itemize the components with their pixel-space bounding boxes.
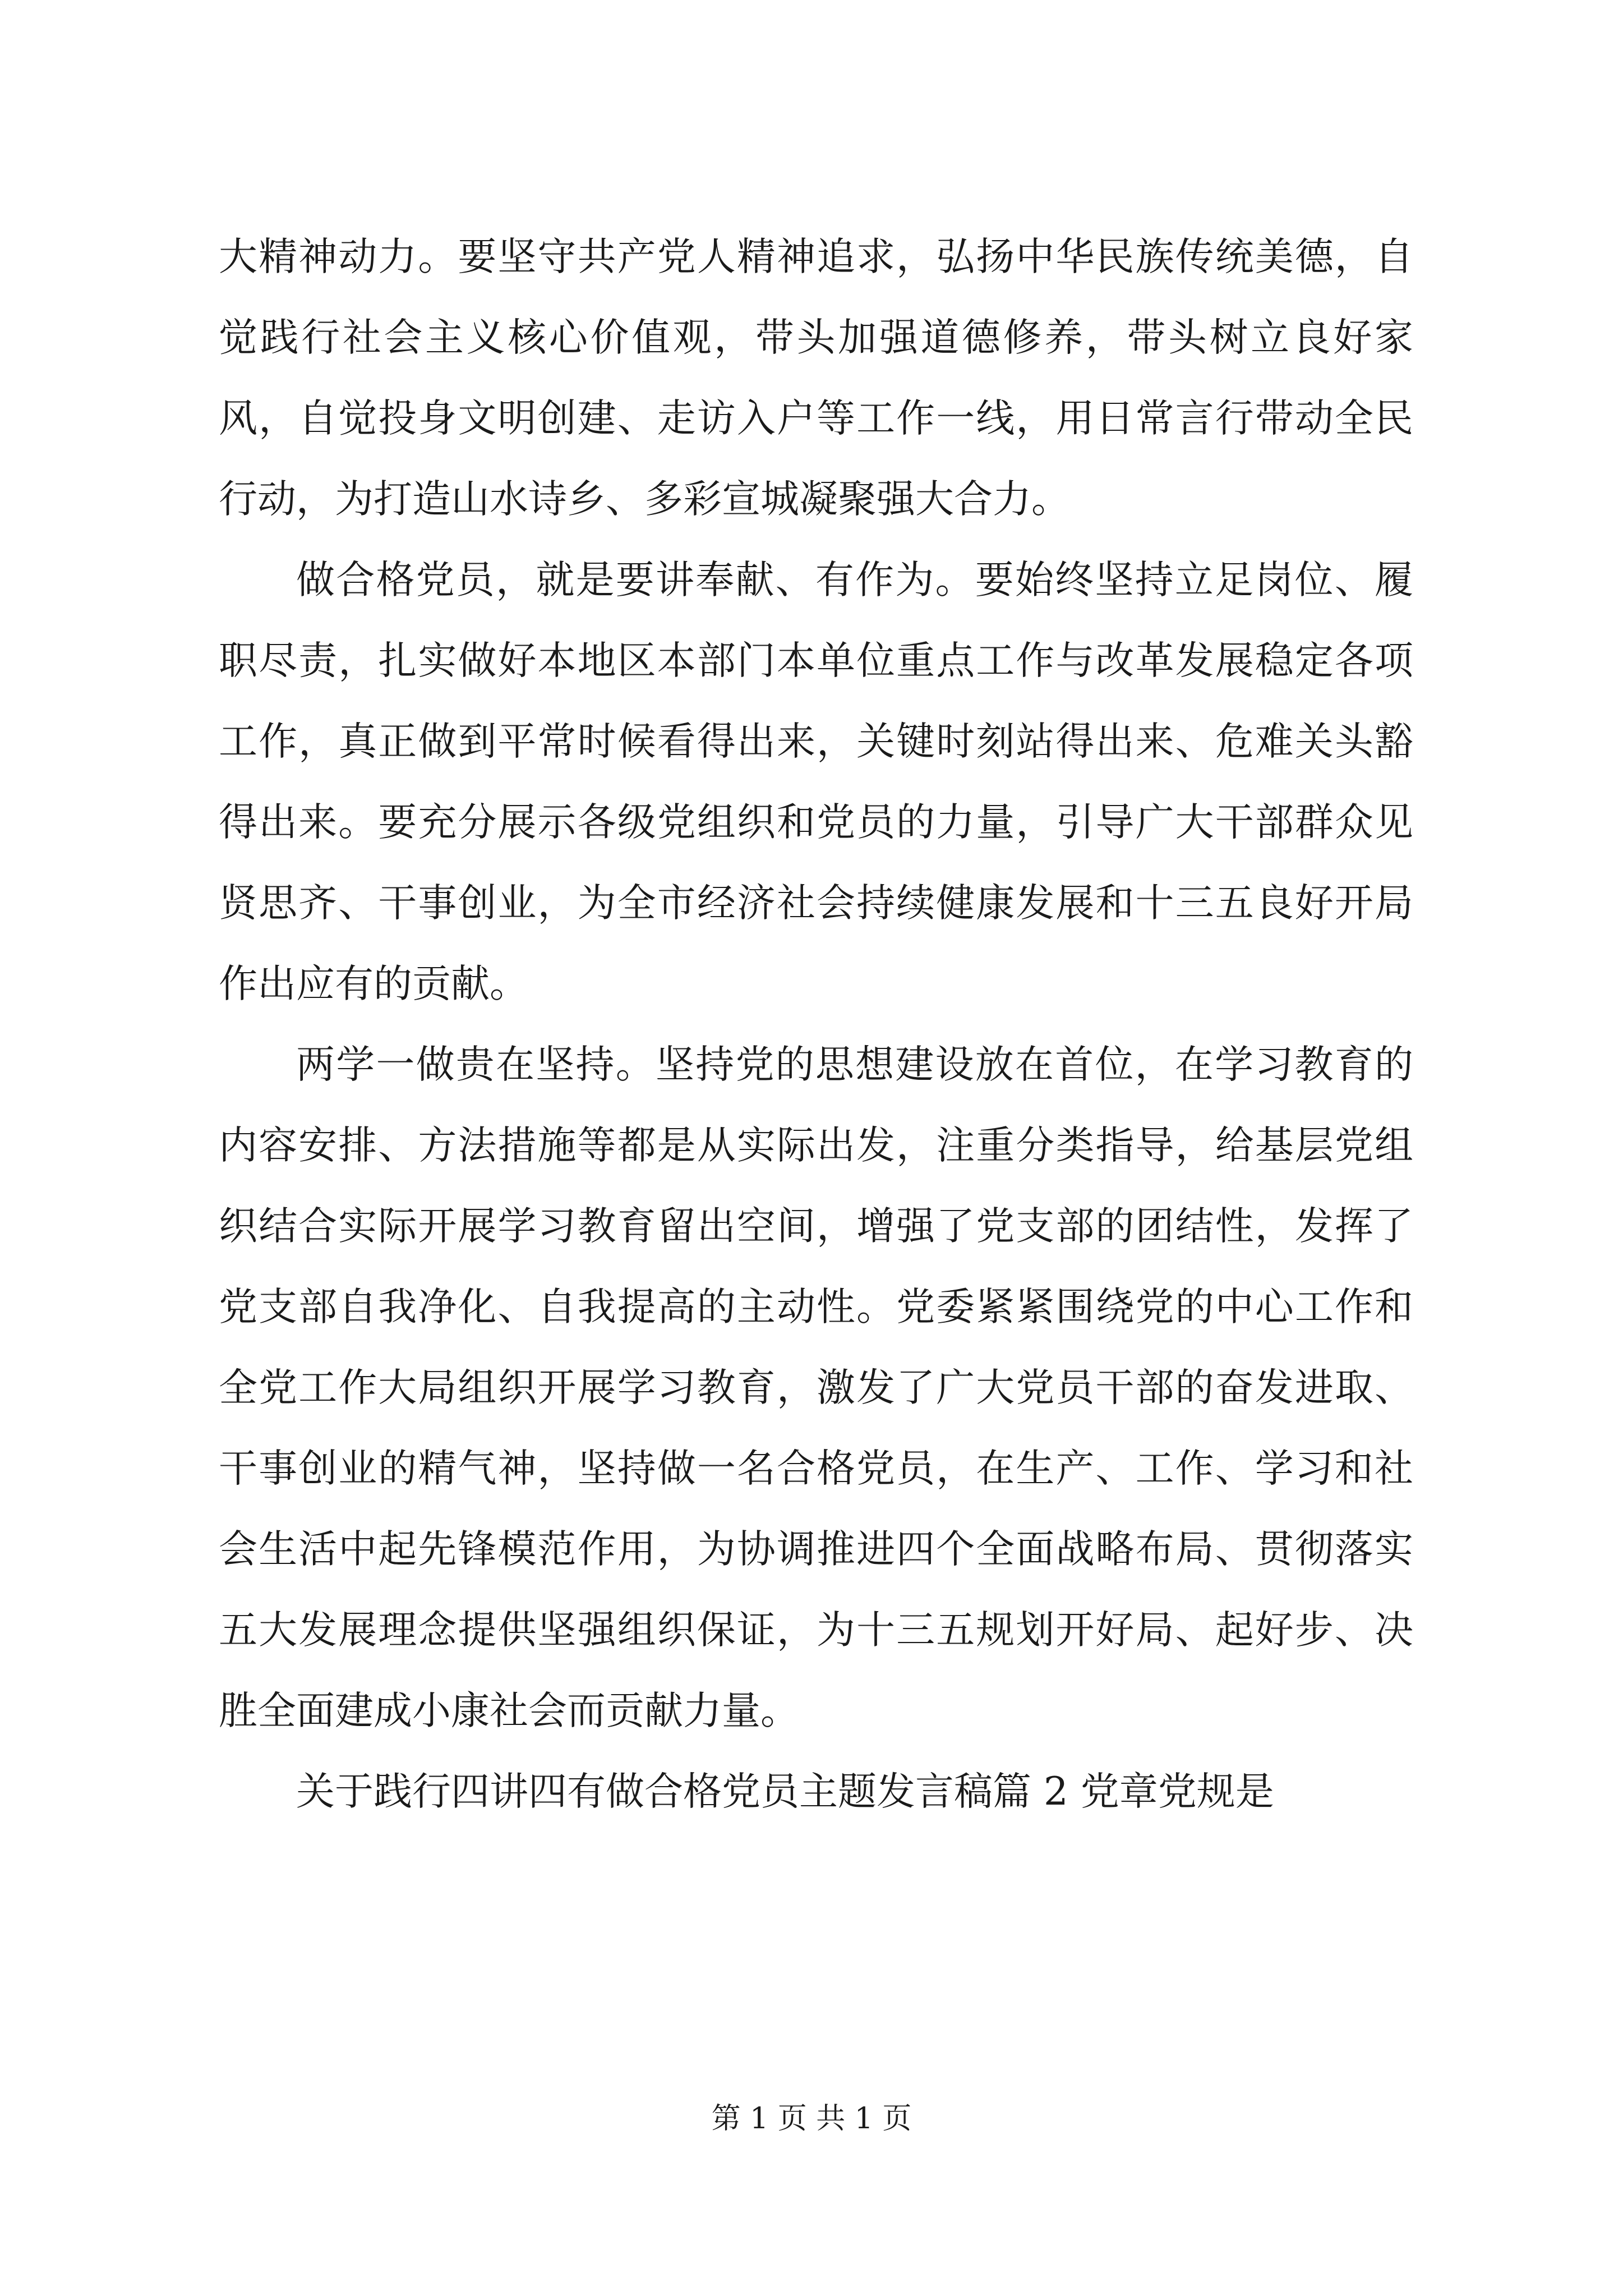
page-footer: 第 1 页 共 1 页 — [711, 2102, 912, 2136]
paragraph-4: 关于践行四讲四有做合格党员主题发言稿篇 2 党章党规是 — [296, 1769, 1274, 1814]
paragraph-1: 大精神动力。要坚守共产党人精神追求，弘扬中华民族传统美德，自觉践行社会主义核心价值观，带头加强道德修养，带头树立良好家风，自觉投身文明创建、走访入户等工作一线，用日常言行带动全民行动，为打造山水诗乡、多彩宣城凝聚强大合力。 — [219, 234, 1413, 522]
paragraph-3: 两学一做贵在坚持。坚持党的思想建设放在首位，在学习教育的内容安排、方法措施等都是从实际出发，注重分类指导，给基层党组织结合实际开展学习教育留出空间，增强了党支部的团结性，发挥了党支部自我净化、自我提高的主动性。党委紧紧围绕党的中心工作和全党工作大局组织开展学习教育，激发了广大党员干部的奋发进取、干事创业的精气神，坚持做一名合格党员，在生产、工作、学习和社会生活中起先锋模范作用，为协调推进四个全面战略布局、贯彻落实五大发展理念提供坚强组织保证，为十三五规划开好局、起好步、决胜全面建成小康社会而贡献力量。 — [219, 1042, 1413, 1733]
document-body — [219, 217, 1413, 1832]
paragraph-2: 做合格党员，就是要讲奉献、有作为。要始终坚持立足岗位、履职尽责，扎实做好本地区本部门本单位重点工作与改革发展稳定各项工作，真正做到平常时候看得出来，关键时刻站得出来、危难关头豁得出来。要充分展示各级党组织和党员的力量，引导广大干部群众见贤思齐、干事创业，为全市经济社会持续健康发展和十三五良好开局作出应有的贡献。 — [219, 558, 1413, 1006]
